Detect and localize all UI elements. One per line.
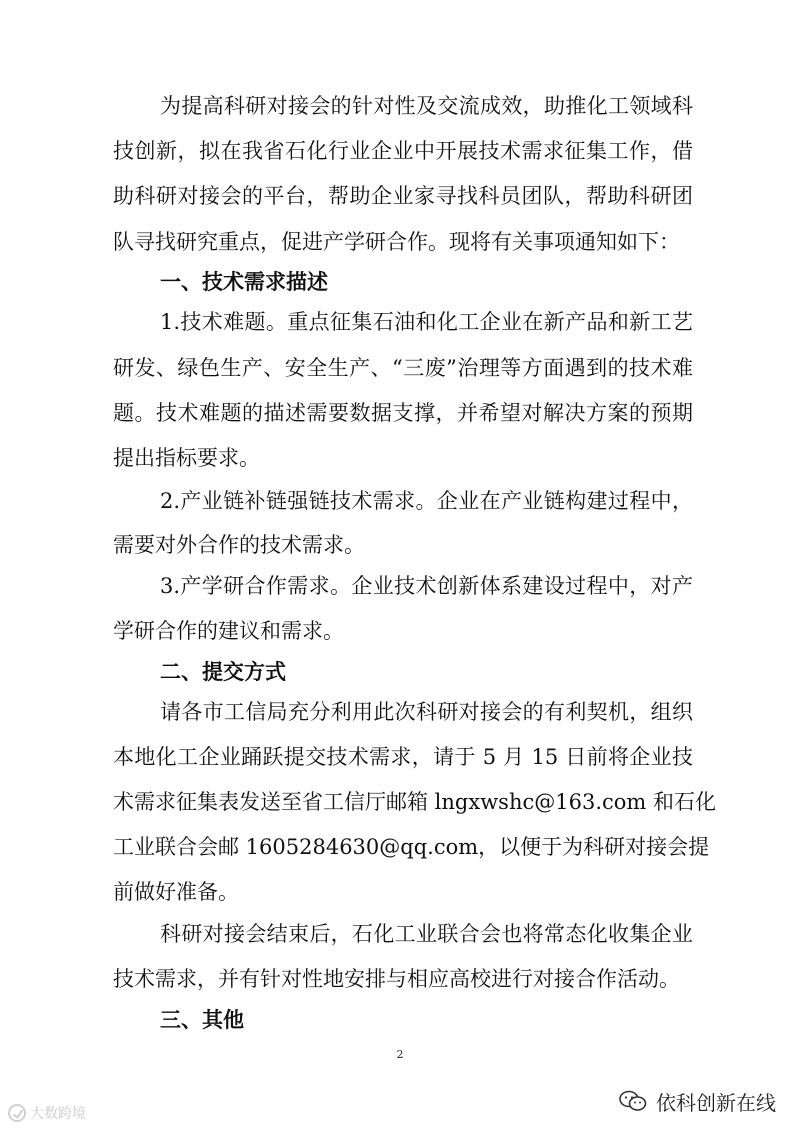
paragraph-line: 研发、绿色生产、安全生产、“三废”治理等方面遇到的技术难 [113, 356, 693, 380]
section-heading: 三、其他 [160, 1008, 244, 1032]
paragraph-line: 技创新，拟在我省石化行业企业中开展技术需求征集工作，借 [113, 139, 693, 163]
paragraph-line: 为提高科研对接会的针对性及交流成效，助推化工领域科 [160, 94, 693, 118]
paragraph-line: 需要对外合作的技术需求。 [113, 533, 365, 557]
paragraph-line: 前做好准备。 [113, 880, 239, 904]
paragraph-line: 1.技术难题。重点征集石油和化工企业在新产品和新工艺 [160, 310, 693, 334]
paragraph-line: 请各市工信局充分利用此次科研对接会的有利契机，组织 [160, 700, 693, 724]
watermark-left-text: 大数跨境 [30, 1106, 86, 1122]
paragraph-line: 2.产业链补链强链技术需求。企业在产业链构建过程中， [160, 489, 693, 513]
wechat-icon [618, 1089, 648, 1113]
paragraph-line: 技术需求，并有针对性地安排与相应高校进行对接合作活动。 [113, 967, 680, 991]
paragraph-line: 提出指标要求。 [113, 446, 260, 470]
watermark-left [8, 1100, 86, 1126]
paragraph-line: 科研对接会结束后，石化工业联合会也将常态化收集企业 [160, 922, 693, 946]
paragraph-line: 队寻找研究重点，促进产学研合作。现将有关事项通知如下： [113, 230, 680, 254]
watermark-right-text: 依科创新在线 [656, 1090, 776, 1115]
section-heading: 二、提交方式 [160, 660, 286, 684]
page-number: 2 [396, 1048, 404, 1061]
section-heading: 一、技术需求描述 [160, 270, 328, 294]
paragraph-line: 学研合作的建议和需求。 [113, 619, 344, 643]
paragraph-line: 助科研对接会的平台，帮助企业家寻找科员团队，帮助科研团 [113, 184, 693, 208]
paragraph-line: 本地化工企业踊跃提交技术需求，请于 5 月 15 日前将企业技 [113, 745, 693, 769]
brand-mark-icon [8, 1104, 26, 1122]
paragraph-line: 工业联合会邮 1605284630@qq.com，以便于为科研对接会提 [113, 835, 710, 859]
paragraph-line: 题。技术难题的描述需要数据支撑，并希望对解决方案的预期 [113, 401, 693, 425]
paragraph-line: 3.产学研合作需求。企业技术创新体系建设过程中，对产 [160, 574, 693, 598]
watermark-right [618, 1084, 776, 1118]
paragraph-line: 术需求征集表发送至省工信厅邮箱 lngxwshc@163.com 和石化 [113, 790, 716, 814]
